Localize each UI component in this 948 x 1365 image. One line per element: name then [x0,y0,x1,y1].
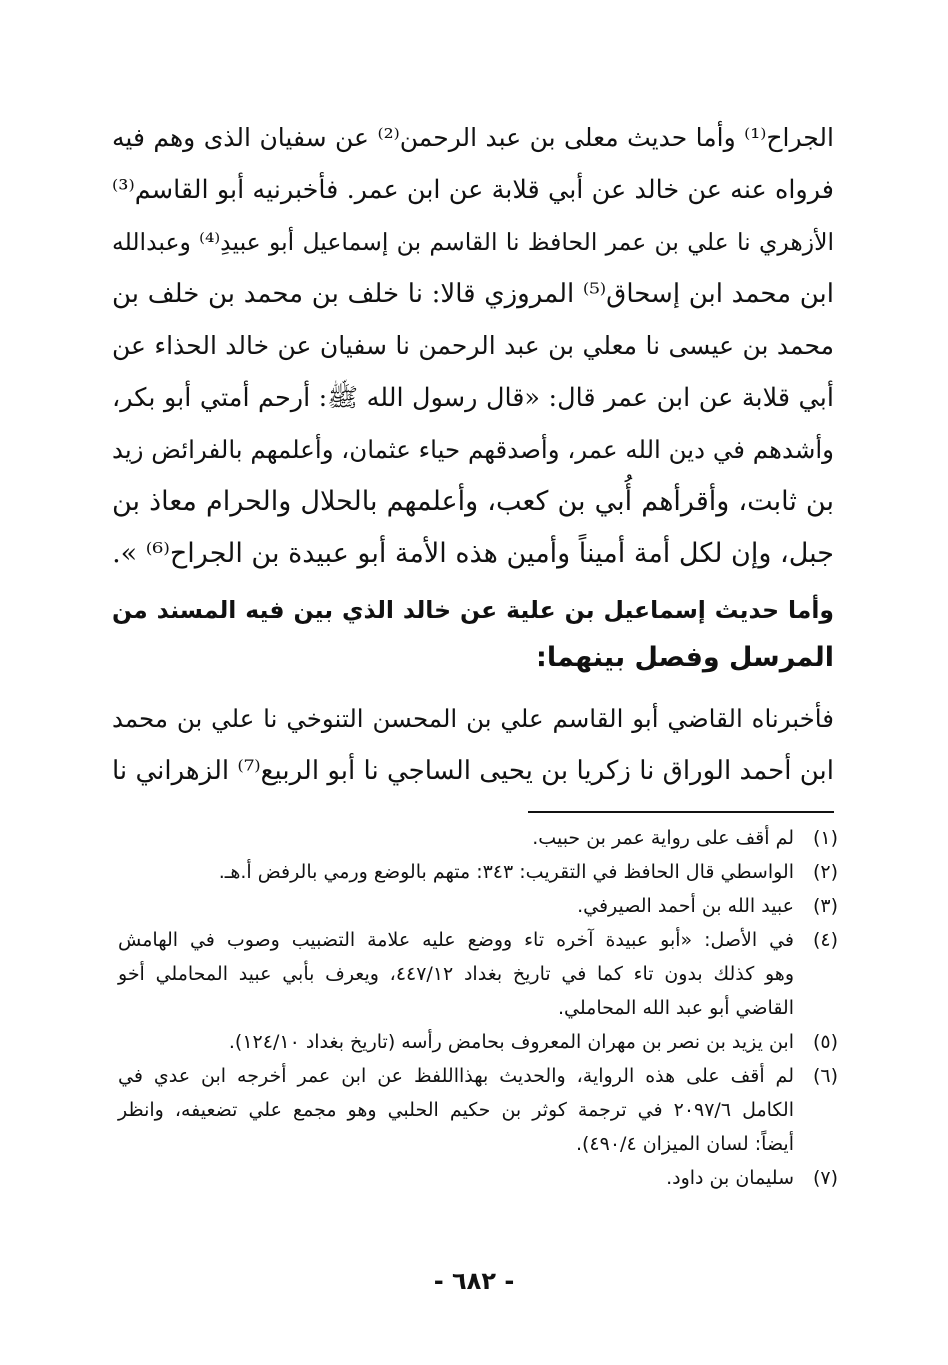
footnote-item [118,1059,838,1161]
footnote-item [118,821,838,855]
footnote-line: أيضاً: لسان الميزان ٤٩٠/٤). [575,1133,794,1155]
heading-line: وأما حديث إسماعيل بن علية عن خالد الذي بين فيه المسند من [112,596,834,624]
footnote-line: في الأصل: «أبو عبيدة آخره تاء ووضع عليه علامة التضبيب وصوب في الهامش [118,929,794,951]
text-line: ابن أحمد الوراق نا زكريا بن يحيى الساجي نا أبو الربيع⁽⁷⁾ الزهراني نا [112,756,834,786]
footnote-text [118,889,794,923]
footnote-item [118,855,838,889]
footnote-item [118,889,838,923]
footnote-line: سليمان بن داود. [666,1167,794,1189]
footnote-number: (٢) [812,861,838,883]
second-paragraph [112,693,834,797]
footnote-number: (١) [812,827,838,849]
footnote-number: (٣) [812,895,838,917]
text-line: محمد بن عيسى نا معلي بن عبد الرحمن نا سفيان عن خالد الحذاء عن [112,331,834,360]
footnote-line: الواسطي قال الحافظ في التقريب: ٣٤٣: متهم بالوضع ورمي بالرفض أ.هـ. [218,861,794,883]
text-line: الأزهري نا علي بن عمر الحافظ نا القاسم بن إسماعيل أبو عبيدِ⁽⁴⁾ وعبدالله [112,228,835,256]
text-line: بن ثابت، وأقرأهم أُبي بن كعب، وأعلمهم بالحلال والحرام معاذ بن [112,486,834,517]
footnote-line: الكامل ٢٠٩٧/٦ في ترجمة كوثر بن حكيم الحلبي وهو مجمع علي تضعيفه، وانظر [118,1099,794,1121]
page-number: - ٦٨٢ - [433,1267,515,1295]
footnote-text [118,923,794,1025]
text-line: فرواه عنه عن خالد عن أبي قلابة عن ابن عمر. فأخبرنيه أبو القاسم⁽³⁾ [112,175,834,205]
footnote-text [118,1161,794,1195]
footnote-text [118,855,794,889]
footnote-separator [528,811,834,813]
text-line: فأخبرناه القاضي أبو القاسم علي بن المحسن التنوخي نا علي بن محمد [112,704,834,733]
footnote-number: (٦) [812,1065,838,1087]
main-paragraph [112,112,834,580]
text-line: ابن محمد ابن إسحاق⁽⁵⁾ المروزي قالا: نا خلف بن محمد بن خلف بن [112,279,834,309]
footnote-line: وهو كذلك بدون تاء كما في تاريخ بغداد ٤٤٧/١٢، ويعرف بأبي عبيد المحاملي أخو [118,963,794,985]
footnote-line: لم أقف على رواية عمر بن حبيب. [532,827,794,849]
footnote-number: (٥) [812,1031,838,1053]
text-line: الجراح⁽¹⁾ وأما حديث معلى بن عبد الرحمن⁽²⁾ عن سفيان الذى وهم فيه [112,123,834,152]
text-line: جبل، وإن لكل أمة أميناً وأمين هذه الأمة أبو عبيدة بن الجراح⁽⁶⁾ ». [112,538,834,569]
footnote-text [118,1059,794,1161]
section-heading [112,586,834,682]
footnote-line: القاضي أبو عبد الله المحاملي. [557,997,794,1019]
heading-line: المرسل وفصل بينهما: [536,642,834,673]
footnote-number: (٤) [812,929,838,951]
text-line: وأشدهم في دين الله عمر، وأصدقهم حياء عثمان، وأعلمهم بالفرائض زيد [112,435,834,464]
text-line: أبي قلابة عن ابن عمر قال: «قال رسول الله ﷺ: أرحم أمتي أبو بكر، [112,383,834,413]
footnotes [118,821,838,1195]
footnote-line: ابن يزيد بن نصر بن مهران المعروف بحامض رأسه (تاريخ بغداد ١٢٤/١٠). [228,1031,794,1053]
footnote-item [118,1161,838,1195]
footnote-text [118,821,794,855]
footnote-line: عبيد الله بن أحمد الصيرفي. [577,895,794,917]
footnote-number: (٧) [812,1167,838,1189]
footnote-text [118,1025,794,1059]
footnote-line: لم أقف على هذه الرواية، والحديث بهذااللفظ عن ابن عمر أخرجه ابن عدي في [118,1065,794,1087]
footnote-item [118,1025,838,1059]
footnote-item [118,923,838,1025]
